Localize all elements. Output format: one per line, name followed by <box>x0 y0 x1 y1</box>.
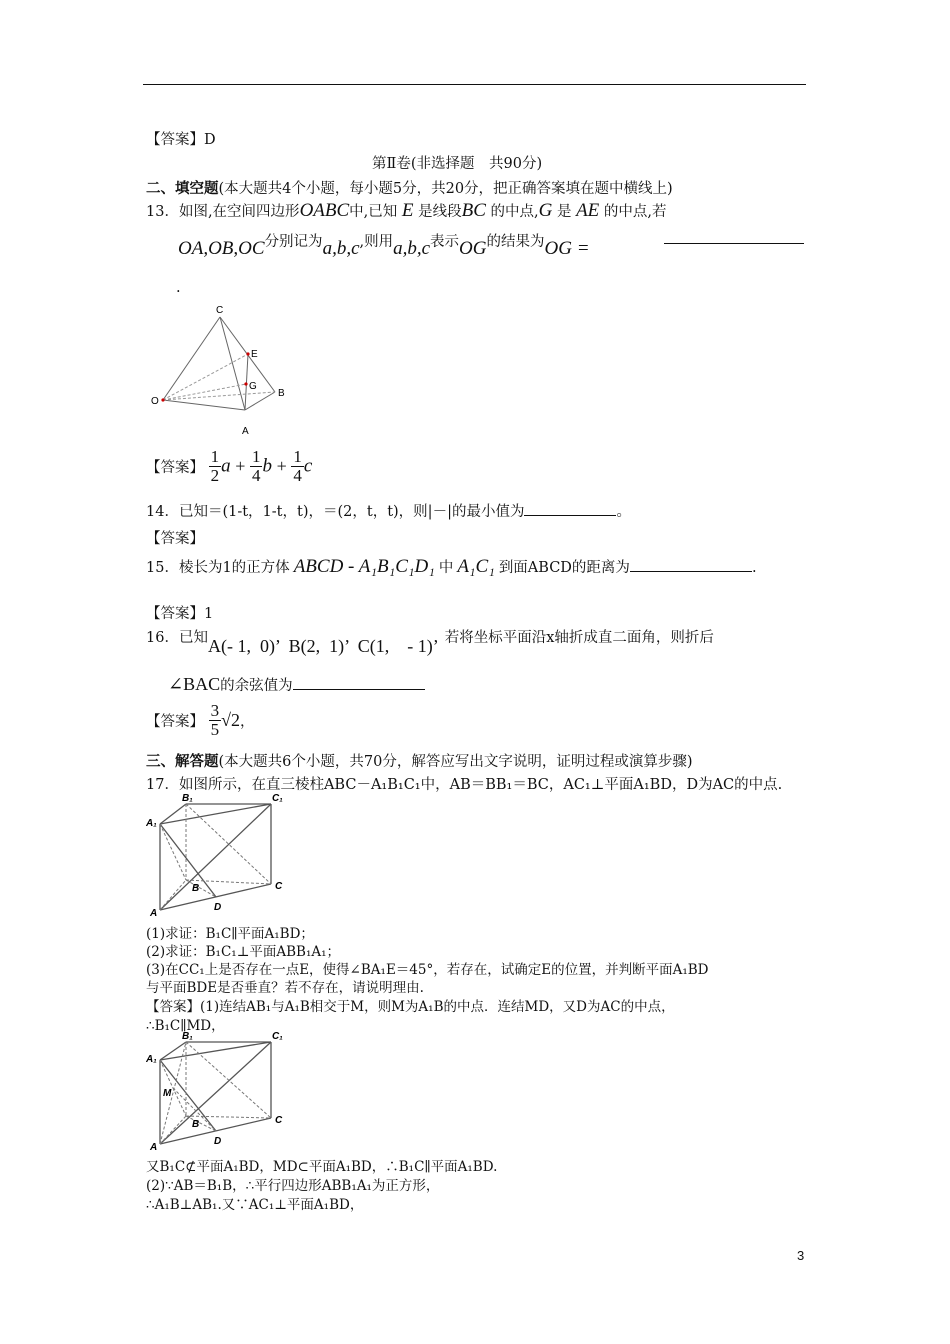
numerator: 1 <box>210 447 220 466</box>
q13-line1 <box>146 200 667 222</box>
part2-label: 二、填空题 <box>146 180 219 197</box>
denominator: 5 <box>210 720 220 739</box>
q16-text: 若将坐标平面沿x轴折成直二面角，则折后 <box>444 630 714 646</box>
q13-text: ,则用 <box>359 234 394 250</box>
plus-sign: + <box>235 456 246 476</box>
q13-math: OG <box>459 238 487 259</box>
numerator: 1 <box>251 447 261 466</box>
q15-question <box>146 556 757 578</box>
q17-answer-line2: ∴B₁C∥MD， <box>146 1018 225 1034</box>
vector-c: c <box>303 455 313 477</box>
q16-blank <box>293 677 425 690</box>
q14-text: 14．已知＝(1-t，1-t，t)，＝(2，t，t)，则|－|的最小值为 <box>146 504 525 520</box>
q13-math: AE <box>576 200 600 221</box>
q14-end: 。 <box>616 504 631 520</box>
q17-answer-line1: 【答案】(1)连结AB₁与A₁B相交于M，则M为A₁B的中点．连结MD，又D为AC的中点， <box>146 999 675 1015</box>
part2-heading <box>146 177 673 198</box>
q15-text: 中 <box>438 560 454 576</box>
edge-ae <box>245 354 248 410</box>
q13-math: OA,OB,OC <box>178 238 265 259</box>
label-b: B <box>192 1119 200 1130</box>
q17-part1: (1)求证：B₁C∥平面A₁BD； <box>146 926 314 942</box>
vector-a: a <box>221 455 231 477</box>
q15-text: 15．棱长为1的正方体 <box>146 560 290 576</box>
q15-answer: 【答案】1 <box>146 606 214 622</box>
label-e: E <box>251 349 258 360</box>
edge-ob <box>163 392 275 400</box>
plus-sign: + <box>276 456 287 476</box>
label-a1: A₁ <box>146 818 157 829</box>
label-b: B <box>278 388 285 399</box>
q13-text: 中,已知 <box>349 204 398 220</box>
q13-math: a,b,c <box>393 238 431 259</box>
label-b1: B₁ <box>182 1031 193 1042</box>
label-a: A <box>242 426 249 437</box>
edge-bd <box>186 880 216 897</box>
q13-tetrahedron-figure <box>148 302 298 442</box>
q16-question <box>146 626 714 656</box>
numerator: 1 <box>293 447 302 466</box>
q16-text: 16．已知 <box>146 630 208 646</box>
q16-line2 <box>168 674 425 695</box>
label-c1: C₁ <box>272 793 283 804</box>
edge-a1d <box>160 824 216 897</box>
q17-part2: (2)求证：B₁C₁⊥平面ABB₁A₁； <box>146 944 341 960</box>
vector-b: b <box>262 455 272 477</box>
q14-answer: 【答案】 <box>146 531 204 547</box>
denominator: 4 <box>251 466 261 485</box>
q17-answer-line4: (2)∵AB＝B₁B，∴平行四边形ABB₁A₁为正方形， <box>146 1178 440 1194</box>
q14-blank <box>524 503 616 516</box>
fraction <box>291 448 304 485</box>
q13-math: E <box>401 200 414 221</box>
edge-ab <box>245 392 275 410</box>
q13-text: 的中点,若 <box>603 204 667 220</box>
fraction <box>209 702 222 739</box>
label-d: D <box>214 1136 222 1147</box>
q13-answer-blank <box>664 243 804 244</box>
q13-answer <box>146 448 312 485</box>
q17-answer-line5: ∴A₁B⊥AB₁.又∵AC₁⊥平面A₁BD， <box>146 1197 364 1213</box>
edge-a1c1 <box>160 804 271 824</box>
edge-oa <box>163 400 245 410</box>
q13-text: 是线段 <box>418 204 462 220</box>
q13-text: 的中点, <box>490 204 539 220</box>
q14-question <box>146 500 631 521</box>
q15-end: . <box>751 560 757 576</box>
q13-math: G <box>538 200 553 221</box>
label-a: A <box>150 1142 158 1152</box>
q16-text: 的余弦值为 <box>220 678 293 694</box>
q17-prism-figure <box>146 790 296 918</box>
label-c1: C₁ <box>272 1031 283 1042</box>
label-c: C <box>275 881 283 892</box>
q15-text: 到面ABCD的距离为 <box>498 560 630 576</box>
q13-text: 是 <box>556 204 572 220</box>
label-a1: A₁ <box>146 1054 157 1065</box>
answer-label: 【答案】 <box>146 714 204 730</box>
q13-text: 13．如图,在空间四边形 <box>146 204 300 220</box>
q16-answer <box>146 702 255 739</box>
label-m: M <box>163 1088 172 1099</box>
part3-desc: (本大题共6个小题，共70分，解答应写出文字说明，证明过程或演算步骤) <box>218 754 693 770</box>
q13-text: 分别记为 <box>264 234 323 250</box>
q15-math: ABCD - A₁B₁C₁D₁ <box>293 556 435 577</box>
q15-math: A₁C₁ <box>457 556 495 577</box>
header-rule <box>143 84 806 85</box>
label-o: O <box>151 396 159 407</box>
fraction <box>250 448 263 485</box>
denominator: 2 <box>210 466 220 485</box>
label-a: A <box>150 908 158 918</box>
part3-heading <box>146 750 693 771</box>
label-c: C <box>275 1115 283 1126</box>
point-e-marker <box>246 352 249 355</box>
part2-desc: (本大题共4个小题，每小题5分，共20分，把正确答案填在题中横线上) <box>218 181 673 197</box>
diagonal-ac1 <box>160 804 271 910</box>
q17-part3-line1: (3)在CC₁上是否存在一点E，使得∠BA₁E＝45°，若存在，试确定E的位置，并判断平面A₁BD <box>146 962 709 978</box>
label-d: D <box>214 902 222 913</box>
page-number: 3 <box>797 1248 805 1263</box>
previous-answer: 【答案】D <box>146 132 216 148</box>
edge-bc <box>186 1116 271 1118</box>
sqrt-two: √2 <box>221 710 240 730</box>
edge-ab <box>160 880 186 910</box>
section-title: 第Ⅱ卷(非选择题 共90分) <box>372 156 543 172</box>
edge-oe <box>163 354 248 400</box>
q17-part3-line2: 与平面BDE是否垂直？若不存在，请说明理由. <box>146 980 424 996</box>
denominator: 4 <box>293 466 302 485</box>
edge-bd <box>186 1116 216 1131</box>
label-b: B <box>192 883 200 894</box>
label-b1: B₁ <box>182 793 193 804</box>
q17-prism-figure-with-m <box>146 1030 296 1152</box>
q16-math: ∠BAC <box>168 674 221 694</box>
edge-oc <box>163 317 220 400</box>
edge-ab <box>160 1116 186 1144</box>
q13-math: OABC <box>299 200 350 221</box>
numerator: 3 <box>210 701 220 720</box>
q13-line2 <box>178 234 590 260</box>
answer-label: 【答案】 <box>146 460 204 476</box>
q17-stem: 17．如图所示，在直三棱柱ABC－A₁B₁C₁中，AB＝BB₁＝BC，AC₁⊥平面A₁BD，D为AC的中点. <box>146 777 783 793</box>
point-g-marker <box>244 382 247 385</box>
answer-tail: ， <box>240 714 255 730</box>
q13-math: a,b,c <box>322 238 360 259</box>
q13-math: OG = <box>544 238 590 259</box>
part3-label: 三、解答题 <box>146 753 219 770</box>
q13-text: 的结果为 <box>486 234 545 250</box>
label-c: C <box>216 305 224 316</box>
q16-math: A(- 1, 0)’ B(2, 1)’ C(1, - 1)’ <box>207 636 439 656</box>
q17-answer-line3: 又B₁C⊄平面A₁BD，MD⊂平面A₁BD，∴B₁C∥平面A₁BD. <box>146 1159 498 1175</box>
q15-blank <box>630 559 752 572</box>
fraction <box>209 448 222 485</box>
q13-dot: . <box>176 280 181 296</box>
point-o-marker <box>161 398 164 401</box>
vector-og <box>163 384 246 400</box>
q13-math: BC <box>461 200 486 221</box>
q13-text: 表示 <box>430 234 460 250</box>
label-g: G <box>249 381 257 392</box>
